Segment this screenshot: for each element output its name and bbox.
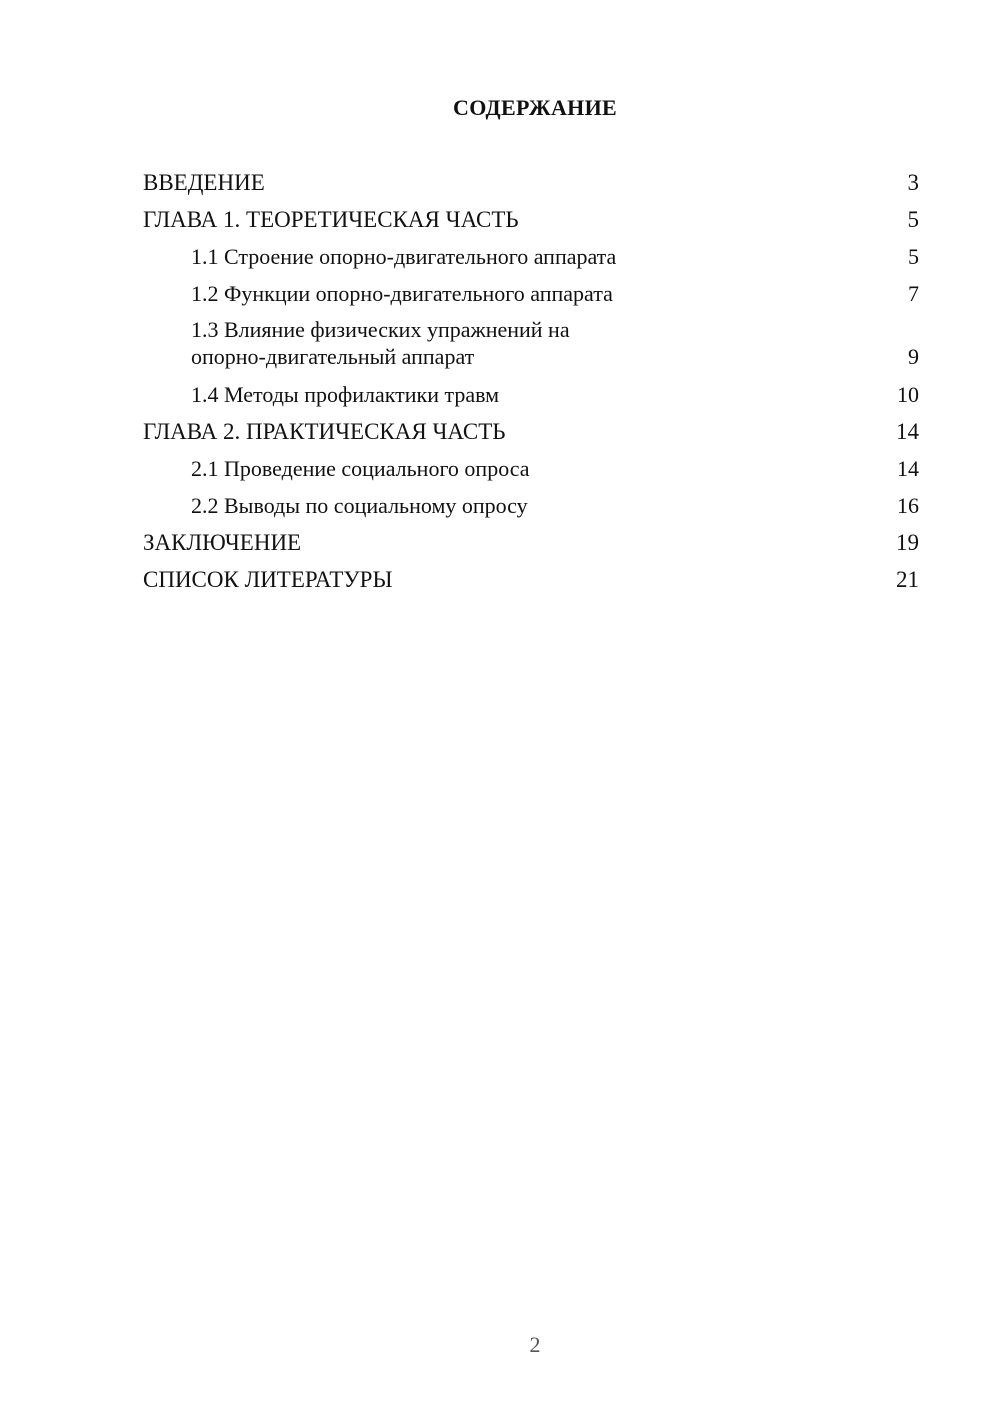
toc-entry-text: ВВЕДЕНИЕ xyxy=(143,170,265,195)
toc-entry-text: ЗАКЛЮЧЕНИЕ xyxy=(143,530,302,555)
toc-entry-page: 19 xyxy=(896,530,919,555)
toc-entry-text: ГЛАВА 2. ПРАКТИЧЕСКАЯ ЧАСТЬ xyxy=(143,419,506,444)
toc-entry-text: ГЛАВА 1. ТЕОРЕТИЧЕСКАЯ ЧАСТЬ xyxy=(143,207,519,232)
table-of-contents xyxy=(143,168,919,602)
toc-entry-page: 5 xyxy=(907,207,919,232)
toc-entry-page: 7 xyxy=(908,281,919,306)
toc-entry-section-1-2[interactable] xyxy=(143,279,919,308)
page-number: 2 xyxy=(529,1332,541,1357)
toc-entry-page: 21 xyxy=(896,567,919,592)
toc-entry-chapter-1[interactable] xyxy=(143,205,919,234)
toc-entry-section-1-4[interactable] xyxy=(143,380,919,409)
toc-entry-conclusion[interactable] xyxy=(143,528,919,557)
toc-entry-section-1-1[interactable] xyxy=(143,242,919,271)
toc-entry-page: 16 xyxy=(897,493,919,518)
toc-entry-text: 2.2 Выводы по социальному опросу xyxy=(191,493,528,518)
toc-entry-bibliography[interactable] xyxy=(143,565,919,594)
toc-entry-page: 10 xyxy=(897,382,919,407)
toc-entry-text: 2.1 Проведение социального опроса xyxy=(191,456,530,481)
toc-entry-section-2-2[interactable] xyxy=(143,491,919,520)
toc-entry-text: 1.3 Влияние физических упражнений на опорно-двигательный аппарат xyxy=(191,317,570,369)
toc-entry-introduction[interactable] xyxy=(143,168,919,197)
toc-entry-page: 14 xyxy=(897,456,919,481)
toc-entry-page: 3 xyxy=(907,170,919,195)
toc-entry-text: 1.2 Функции опорно-двигательного аппарата xyxy=(191,281,613,306)
toc-entry-section-1-3[interactable] xyxy=(143,316,919,370)
toc-entry-text: 1.1 Строение опорно-двигательного аппарата xyxy=(191,244,617,269)
toc-entry-page: 5 xyxy=(908,244,919,269)
toc-entry-page: 9 xyxy=(908,344,919,369)
toc-entry-chapter-2[interactable] xyxy=(143,417,919,446)
toc-title: СОДЕРЖАНИЕ xyxy=(453,95,617,120)
toc-entry-text: СПИСОК ЛИТЕРАТУРЫ xyxy=(143,567,393,592)
toc-entry-text: 1.4 Методы профилактики травм xyxy=(191,382,500,407)
toc-entry-section-2-1[interactable] xyxy=(143,454,919,483)
toc-entry-page: 14 xyxy=(896,419,919,444)
